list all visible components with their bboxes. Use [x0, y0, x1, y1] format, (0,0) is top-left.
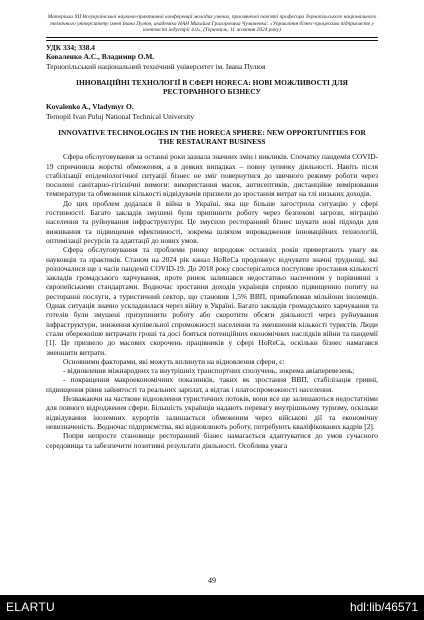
running-header: Матеріали XII Всеукраїнської науково-практичної конференції молодих учених, присвяченої пам'яті професора Тернопільського національного технічного університету імені Івана Пулюя, академіка НАН Михайла Григоровича Чумаченка: «Управління бізнес-процесами підприємств у контексті індустрії 4.0», (Тернопіль, 11 жовтня 2024 року) — [47, 14, 377, 34]
header-rule — [46, 37, 378, 38]
paragraph: Попри непросте становище ресторанний бізнес намагається адаптуватися до умов сучасного середовища та забезпечити позитивні результати діяльності. Особлива увага — [46, 431, 378, 450]
affiliation-en: Ternopil Ivan Puluj National Technical University — [46, 111, 195, 121]
paragraph: Незважаючи на часткове відновлення туристичних потоків, вони все ще залишаються недостатніми для повного відродження сфери. Більшість українців надають перевагу внутрішньому туризму, оскільки відвідування іноземних курортів залишається обмеженим через військові дії та економічну невизначеність. Водночас підприємства, які відновлюють роботу, потребують кваліфікованих кадрів [2]. — [46, 394, 378, 431]
authors-en: Kovalenko A., Vladymyr O. — [46, 102, 134, 112]
paragraph: До цих проблем додалася й війна в Україні, яка ще більше загострила ситуацію у сфері гостинності. Багато закладів змушені були припинити роботу через безпекові загрози, міграцію населення та руйнування інфраструктури. Це змусило ресторанний бізнес шукати нові підходи для виживання та підвищення ефективності, зокрема шляхом впровадження інноваційних технологій, оптимізації ресурсів та адаптації до нових умов. — [46, 198, 378, 245]
paragraph: Сфера обслуговування та проблеми ринку впродовж останніх років привертають увагу як науковців та практиків. Станом на 2024 рік канал HoReCa продовжує відчувати значні труднощі, які розпочалися ще з часів пандемії COVID-19. До 2018 року спостерігалося поступове зростання кількості закладів громадського харчування, проте ринок залишався недостатньо насиченим у порівнянні з європейськими стандартами. Водночас зростання доходів українців сприяло підвищенню попиту на ресторанні послуги, а туристичний сектор, що становив 1,5% ВВП, приваблював мільйони іноземців. Однак ситуація значно ускладнилася через війну в Україні. Багато закладів громадського харчування та готелів були змушені призупинити роботу або скоротити обсяги діяльності через руйнування інфраструктури, зниження купівельної спроможності населення та зменшення кількості туристів. Люди стали обережніше витрачати гроші та досі бояться потенційних економічних наслідків війни та пандемії [1]. Це призвело до масових скорочень працівників у сфері HoReCa, оскільки бізнес намагався зменшити витрати. — [46, 245, 378, 357]
header-rule-thin — [46, 40, 378, 41]
paragraph: Сфера обслуговування за останні роки зазнала значних змін і викликів. Спочатку пандемія COVID-19 спричинила жорсткі обмеження, а в деяких випадках – повну зупинку діяльності. Навіть після стабілізації епідеміологічної ситуації бізнес не зміг повернутися до звичного режиму роботи через посилені санітарно-гігієнічні вимоги: використання масок, антисептиків, дистанційне вимірювання температури та обмеження кількості відвідувачів призвели до зростання витрат на тлі низьких доходів. — [46, 152, 378, 199]
title-en: INNOVATIVE TECHNOLOGIES IN THE HORECA SPHERE: NEW OPPORTUNITIES FOR THE RESTAURANT BUSINESS — [58, 127, 366, 147]
udc-code: УДК 334; 338.4 — [46, 43, 95, 52]
affiliation-ua: Тернопільський національний технічний університет ім. Івана Пулюя — [46, 61, 266, 71]
article-body — [46, 43, 378, 450]
list-item: - покращення макроекономічних показників, таких як зростання ВВП, стабілізація гривні, підвищення рівня зайнятості та реальних зарплат, а відтак і платоспроможності населення. — [46, 375, 378, 394]
authors-ua: Коваленко А.С., Владимир О.М. — [46, 52, 155, 62]
paragraph: Основними факторами, які можуть вплинути на відновлення сфери, є: — [63, 356, 285, 366]
title-ua: ІННОВАЦІЙНІ ТЕХНОЛОГІЇ В СФЕРІ HORECA: НОВІ МОЖЛИВОСТІ ДЛЯ РЕСТОРАННОГО БІЗНЕСУ — [76, 77, 348, 97]
handle-identifier[interactable]: hdl:lib/46571 — [349, 600, 418, 614]
repository-name: ELARTU — [6, 600, 55, 614]
page-number: 49 — [208, 576, 216, 585]
viewer-footer-bar — [0, 595, 424, 620]
list-item: - відновлення міжнародних та внутрішніх транспортних сполучень, зокрема авіаперевезень; — [63, 366, 355, 376]
